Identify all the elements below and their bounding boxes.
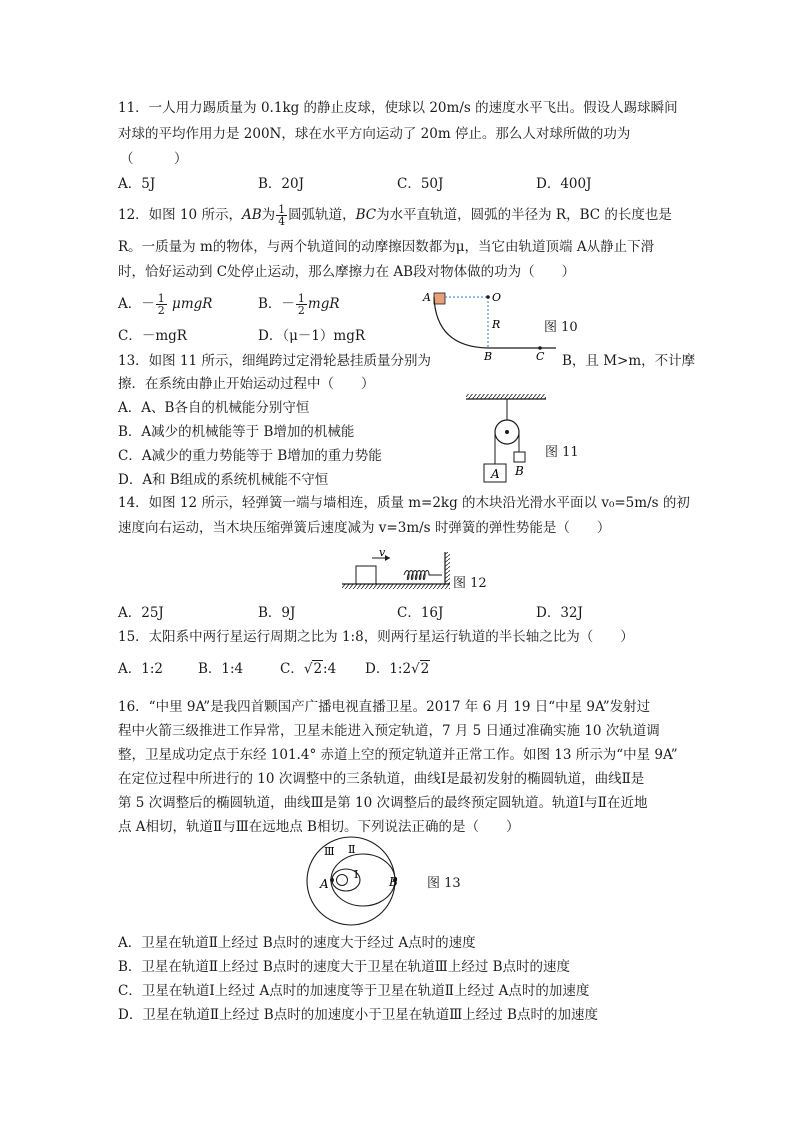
q14-option-c: C．16J [397,605,444,621]
fig10-caption: 图 10 [544,320,578,335]
q12-opt-a-half [156,293,167,316]
q14-line2: 速度向右运动，当木块压缩弹簧后速度减为 v=3m/s 时弹簧的弹性势能是（ ） [118,520,611,536]
q12-opt-a-suffix: μmgR [172,296,213,312]
q12-line1 [118,204,672,227]
q12-option-c: C．－mgR [118,328,187,344]
q14-line1: 14．如图 12 所示，轻弹簧一端与墙相连，质量 m=2kg 的木块沿光滑水平面以 v₀=5m/s 的初 [118,495,690,511]
q13-option-b: B．A减少的机械能等于 B增加的机械能 [118,424,355,440]
q11-option-c: C．50J [397,176,444,192]
q12-opt-b-half-den: 2 [297,304,305,317]
fig13-point-a [330,878,334,882]
q11-option-b: B．20J [258,176,305,192]
fig10-label-b: B [484,350,493,363]
q15-option-d: D．1:2√2 [365,661,430,677]
fig13-label-b: B [389,875,398,889]
q16-option-c: C．卫星在轨道Ⅰ上经过 A点时的加速度等于卫星在轨道Ⅱ上经过 A点时的加速度 [118,983,590,999]
q12-frac-num: 1 [278,203,286,216]
fig11-ceiling-hatch [466,394,546,399]
fig13-label-2: Ⅱ [348,843,356,856]
q15-opt-c-sqrt: 2 [313,661,323,677]
q11-line1: 11．一人用力踢质量为 0.1kg 的静止皮球，使球以 20m/s 的速度水平飞出。假设人踢球瞬间 [118,100,678,116]
q13-option-d: D．A和 B组成的系统机械能不守恒 [118,472,329,488]
q14-option-d: D．32J [536,605,583,621]
q15-line1: 15．太阳系中两行星运行周期之比为 1:8，则两行星运行轨道的半长轴之比为（ ） [118,629,634,645]
q12-line2: R。一质量为 m的物体，与两个轨道间的动摩擦因数都为μ，当它由轨道顶端 A从静止下滑 [118,239,655,255]
q16-line3: 整，卫星成功定点于东经 101.4° 赤道上空的预定轨道并正常工作。如图 13 所示为“中星 9A” [118,747,678,763]
fig10-label-a: A [423,291,431,304]
fig13-label-3: Ⅲ [324,845,335,858]
q12-frac-den: 4 [278,215,286,228]
fig10-label-c: C [536,350,545,363]
q12-opt-b-suffix: mgR [307,296,340,312]
q12-opt-b-half [296,293,307,316]
q12-opt-a-half-num: 1 [157,292,165,305]
fig13-label-a: A [320,877,329,891]
fig13-caption: 图 13 [427,876,461,891]
q11-option-a: A．5J [118,176,156,192]
q16-option-d: D．卫星在轨道Ⅱ上经过 B点时的加速度小于卫星在轨道Ⅲ上经过 B点时的加速度 [118,1007,598,1023]
q11-option-d: D．400J [536,176,592,192]
q12-quarter-fraction [276,204,287,227]
fig13-earth [337,875,348,886]
q14-option-a: A．25J [118,605,164,621]
q16-option-a: A．卫星在轨道Ⅱ上经过 B点时的速度大于经过 A点时的速度 [118,935,476,951]
q12-line1-ab: AB [241,207,262,223]
figure-11 [462,392,552,484]
q14-option-b: B．9J [258,605,296,621]
q12-line1-d: 圆弧轨道， [288,207,356,223]
fig12-label-v: v [379,548,386,559]
q12-opt-a-prefix: A．－ [118,296,155,312]
q15-opt-d-prefix: D．1:2 [365,661,412,677]
fig12-velocity-arrowhead [385,555,390,561]
fig12-wood-block [356,566,376,584]
q11-line2: 对球的平均作用力是 200N，球在水平方向运动了 20m 停止。那么人对球所做的功为 [118,126,631,142]
q13-line2: 擦．在系统由静止开始运动过程中（ ） [118,376,375,392]
fig10-label-r: R [492,318,501,331]
fig10-label-o: O [492,291,502,304]
figure-10 [418,284,558,364]
fig12-wall-hatch [445,552,450,584]
q11-answer-blank: （ ） [120,151,188,167]
q16-line1: 16．“中里 9A”是我四首颗国产广播电视直播卫星。2017 年 6 月 19 日“中星 9A”发射过 [118,699,651,715]
q12-option-a [118,293,212,316]
q13-line1-left: 13．如图 11 所示，细绳跨过定滑轮悬挂质量分别为 [118,353,431,369]
fig11-label-b: B [515,464,524,478]
fig11-pulley-axle [505,430,509,434]
q16-option-b: B．卫星在轨道Ⅱ上经过 B点时的速度大于卫星在轨道Ⅲ上经过 B点时的速度 [118,959,571,975]
q15-opt-c-suffix: :4 [323,661,337,677]
q12-option-d: D．（μ－1）mgR [258,328,366,344]
q15-option-b: B．1:4 [198,661,244,677]
fig11-caption: 图 11 [545,445,579,460]
q12-line1-a: 12．如图 10 所示， [118,207,242,223]
q12-line1-bc: BC [355,207,377,223]
q16-line5: 第 5 次调整后的椭圆轨道，曲线Ⅲ是第 10 次调整后的最终预定圆轨道。轨道Ⅰ与Ⅱ在近地 [118,795,648,811]
fig10-arc-track [434,297,488,348]
q13-option-a: A．A、B各自的机械能分别守恒 [118,400,310,416]
fig12-spring [404,571,442,580]
fig12-caption: 图 12 [453,576,487,591]
fig13-orbit-2 [331,854,395,906]
figure-13 [296,836,406,928]
q13-line1-right: B，且 M>m，不计摩 [562,353,696,369]
q12-opt-b-prefix: B．－ [258,296,295,312]
fig13-label-1: Ⅰ [354,868,359,881]
q13-option-c: C．A减少的重力势能等于 B增加的重力势能 [118,448,382,464]
fig12-ground-hatch [342,584,450,589]
q15-opt-d-sqrt: 2 [420,661,430,677]
q16-line2: 程中火箭三级推进工作异常，卫星未能进入预定轨道，7 月 5 日通过准确实施 10 次轨道调 [118,723,660,739]
figure-12 [338,548,468,594]
q12-line1-c: 为 [261,207,276,223]
fig11-label-a: A [491,467,500,481]
fig10-block [434,293,445,304]
q12-opt-b-half-num: 1 [297,292,305,305]
q12-line1-f: 为水平直轨道，圆弧的半径为 R，BC 的长度也是 [376,207,672,223]
q12-option-b [258,293,340,316]
q16-line4: 在定位过程中所进行的 10 次调整中的三条轨道，曲线Ⅰ是最初发射的椭圆轨道，曲线Ⅱ是 [118,771,645,787]
q15-option-a: A．1:2 [118,661,163,677]
fig11-block-b [514,452,525,462]
q15-opt-c-prefix: C． [280,661,304,677]
q15-option-c: C．√2:4 [280,661,337,677]
q12-opt-a-half-den: 2 [157,304,165,317]
q16-line6: 点 A相切，轨道Ⅱ与Ⅲ在远地点 B相切。下列说法正确的是（ ） [118,819,520,835]
q12-line3: 时，恰好运动到 C处停止运动，那么摩擦力在 AB段对物体做的功为（ ） [118,264,576,280]
fig10-center-point [486,295,490,299]
